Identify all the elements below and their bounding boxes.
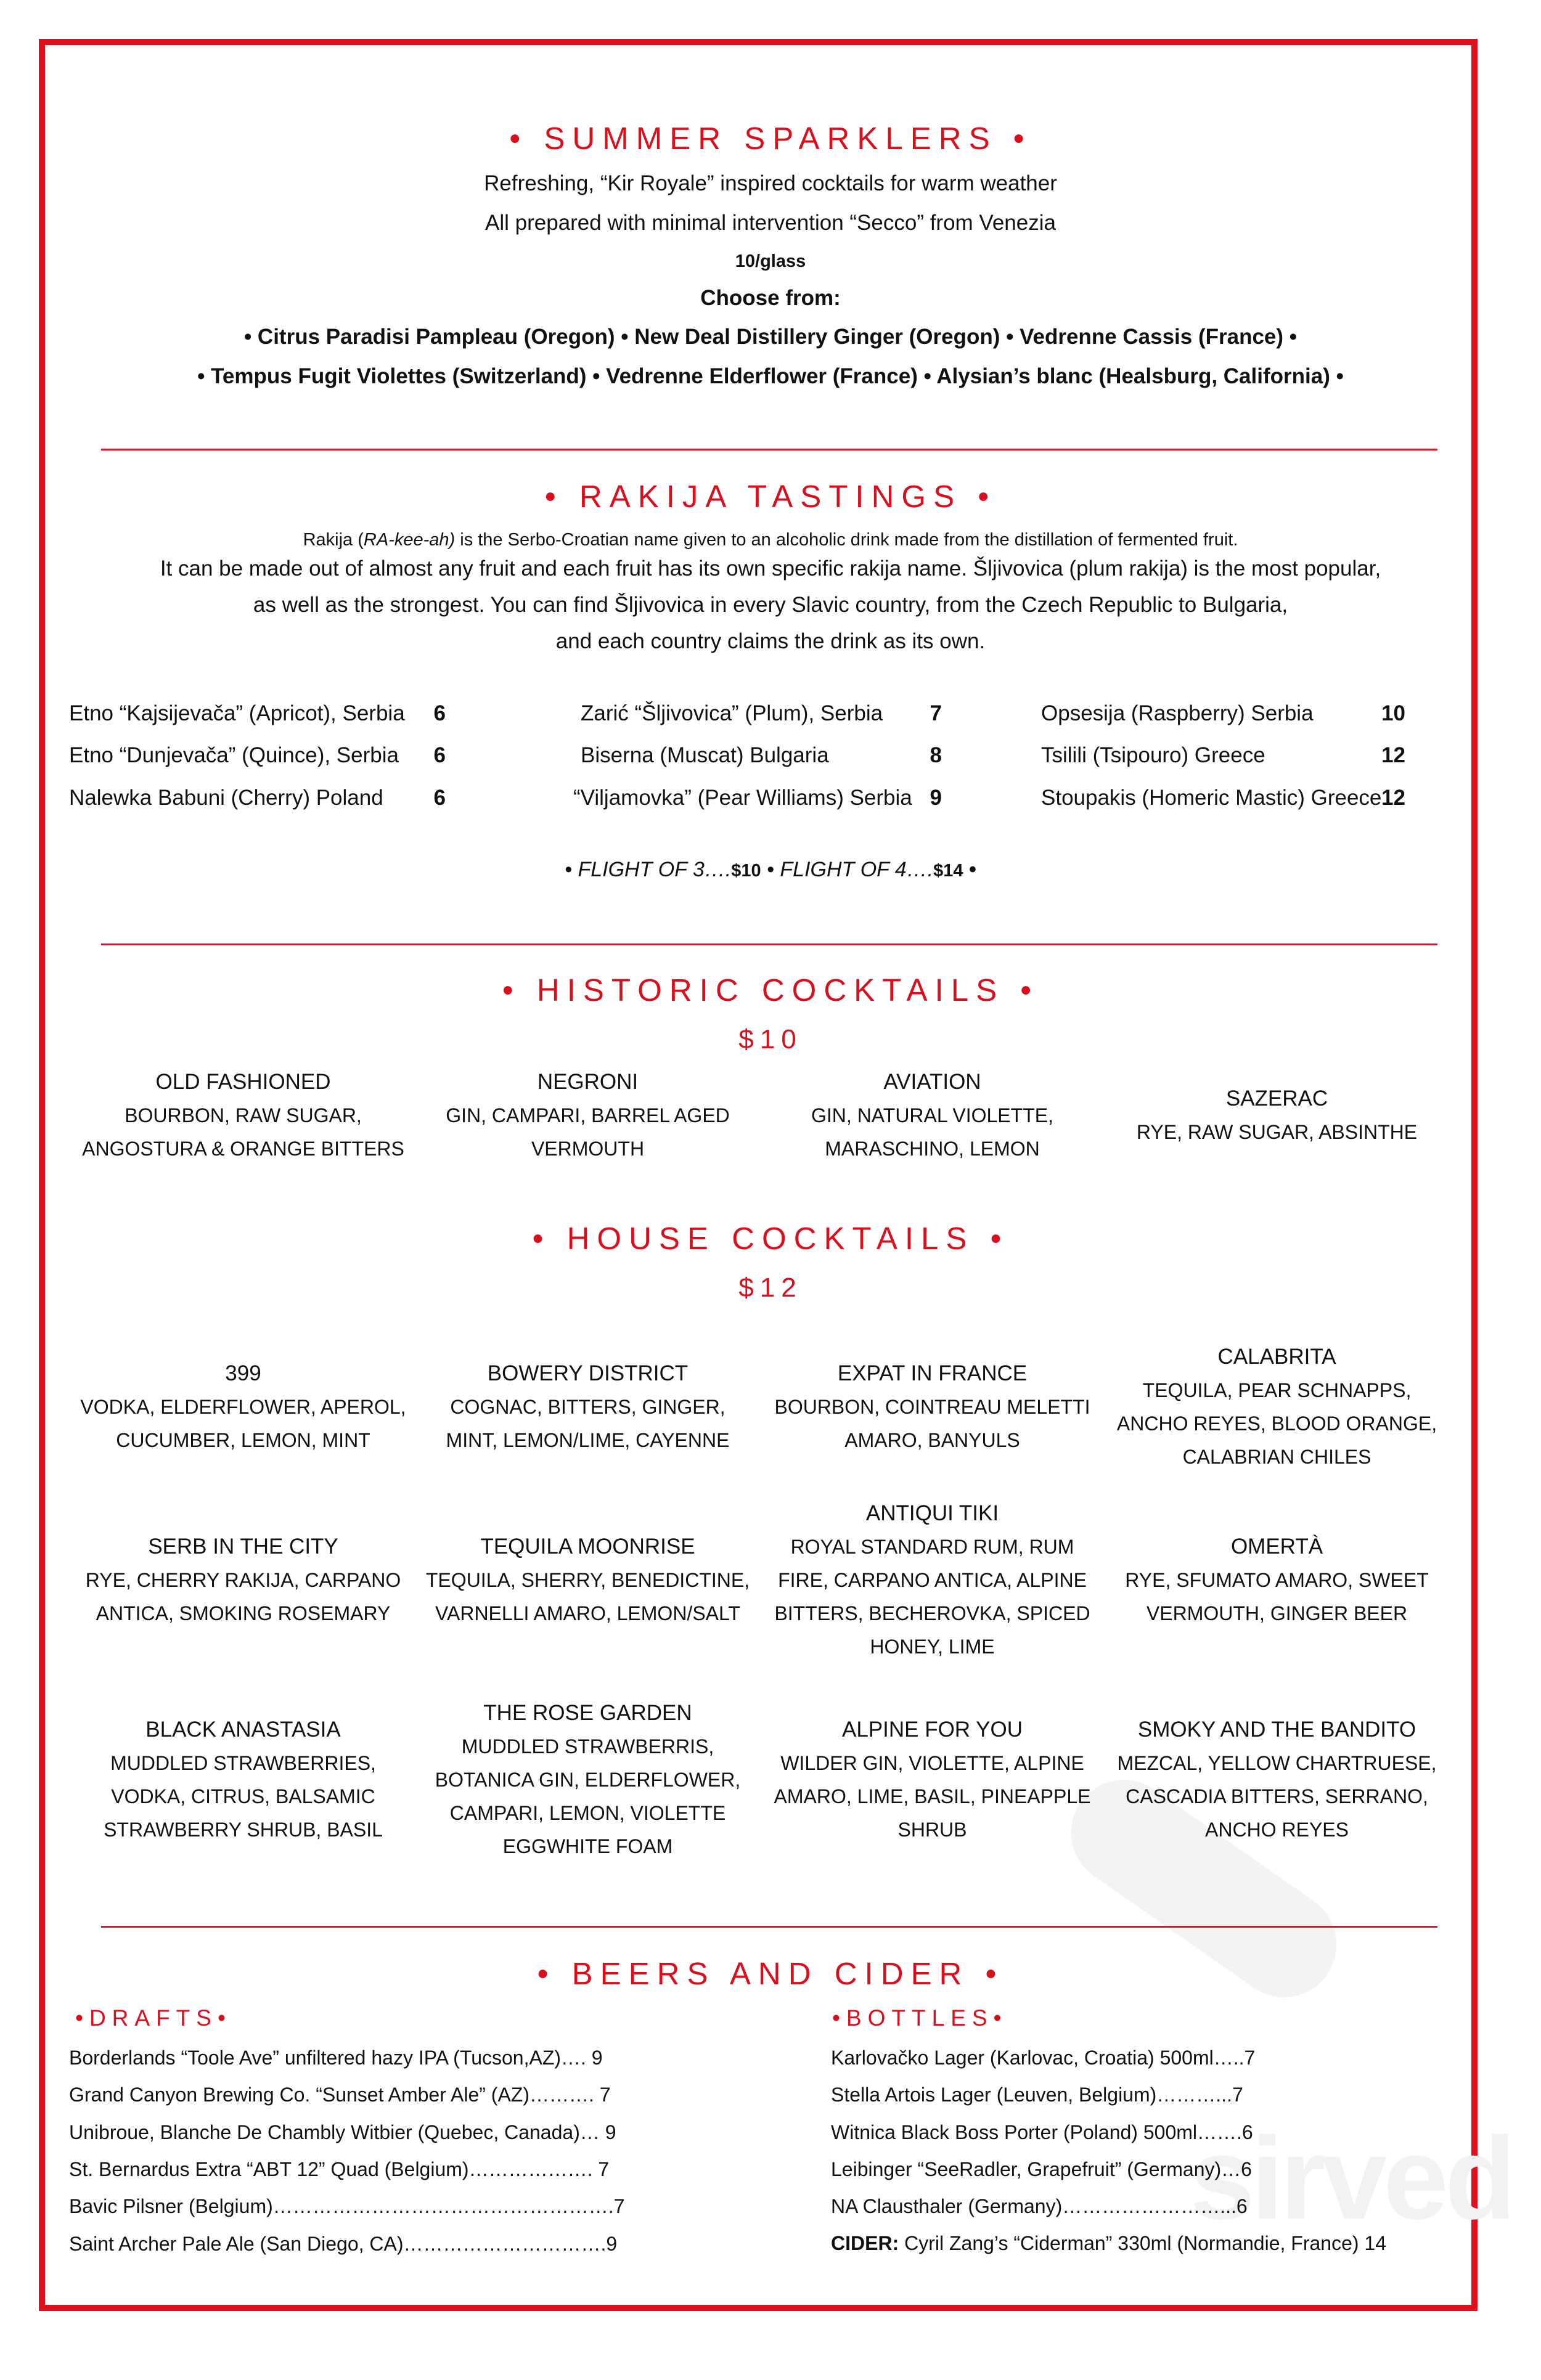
cocktail-name: BLACK ANASTASIA <box>145 1717 341 1742</box>
rakija-item-name: Tsilili (Tsipouro) Greece <box>1041 743 1265 767</box>
historic-cocktail-item <box>760 1062 1105 1168</box>
bottle-beer-item: Witnica Black Boss Porter (Poland) 500ml…….6 <box>831 2121 1253 2143</box>
cocktail-ingredients: MEZCAL, YELLOW CHARTRUESE, CASCADIA BITTERS, SERRANO, ANCHO REYES <box>1117 1751 1437 1841</box>
rakija-pronunciation: RA-kee-ah) <box>363 530 456 550</box>
historic-cocktail-item <box>415 1062 760 1168</box>
cocktail-ingredients: RYE, CHERRY RAKIJA, CARPANO ANTICA, SMOKING ROSEMARY <box>85 1569 401 1624</box>
rakija-item-price: 12 <box>1381 786 1405 810</box>
house-cocktail-item <box>760 1339 1105 1475</box>
rakija-item-price: 7 <box>930 701 942 725</box>
house-cocktail-item <box>1105 1475 1449 1685</box>
rakija-heading: • RAKIJA TASTINGS • <box>544 479 997 514</box>
cocktail-ingredients: MUDDLED STRAWBERRIS, BOTANICA GIN, ELDERFLOWER, CAMPARI, LEMON, VIOLETTE EGGWHITE FOAM <box>435 1735 741 1857</box>
watermark: sirved <box>1190 2113 1513 2244</box>
bottle-beer-item: NA Clausthaler (Germany)……………………...6 <box>831 2195 1248 2218</box>
rakija-item-price: 6 <box>433 786 446 810</box>
cocktail-name: AVIATION <box>883 1069 981 1094</box>
draft-beer-item: Saint Archer Pale Ale (San Diego, CA)………………………….9 <box>69 2232 618 2255</box>
cocktail-name: CALABRITA <box>1217 1345 1336 1369</box>
rakija-item-name: Stoupakis (Homeric Mastic) Greece <box>1041 786 1382 810</box>
cocktail-name: SERB IN THE CITY <box>148 1534 338 1559</box>
flight-of-3-label: • FLIGHT OF 3…. <box>565 858 732 881</box>
rakija-description-2: as well as the strongest. You can find Šljivovica in every Slavic country, from the Czech Republic to Bulgaria, <box>253 593 1288 617</box>
rakija-item-price: 12 <box>1381 743 1405 767</box>
rakija-item-name: Opsesija (Raspberry) Serbia <box>1041 701 1314 725</box>
rakija-item-price: 10 <box>1381 701 1405 725</box>
cocktail-ingredients: BOURBON, RAW SUGAR, ANGOSTURA & ORANGE BITTERS <box>82 1104 404 1160</box>
cocktail-name: SMOKY AND THE BANDITO <box>1137 1717 1416 1742</box>
house-cocktail-item <box>760 1475 1105 1685</box>
cocktail-ingredients: GIN, NATURAL VIOLETTE, MARASCHINO, LEMON <box>811 1104 1053 1160</box>
rakija-intro <box>37 525 1504 555</box>
historic-cocktail-item <box>71 1062 415 1168</box>
house-cocktails-heading: • HOUSE COCKTAILS • <box>532 1221 1009 1256</box>
cocktail-name: TEQUILA MOONRISE <box>480 1534 695 1559</box>
bottle-beer-item: Karlovačko Lager (Karlovac, Croatia) 500ml…..7 <box>831 2047 1256 2069</box>
house-cocktail-item <box>415 1475 760 1685</box>
house-cocktail-item <box>1105 1685 1449 1873</box>
rakija-item-name: “Viljamovka” (Pear Williams) Serbia <box>573 786 912 810</box>
cocktail-name: THE ROSE GARDEN <box>483 1700 692 1725</box>
summer-sparklers-heading: • SUMMER SPARKLERS • <box>509 121 1032 156</box>
historic-cocktail-item <box>1105 1062 1449 1168</box>
draft-beer-item: Grand Canyon Brewing Co. “Sunset Amber Ale” (AZ)………. 7 <box>69 2084 611 2106</box>
cocktail-ingredients: TEQUILA, SHERRY, BENEDICTINE, VARNELLI AMARO, LEMON/SALT <box>425 1569 750 1624</box>
rakija-description-3: and each country claims the drink as its own. <box>555 629 986 653</box>
cocktail-name: EXPAT IN FRANCE <box>837 1361 1028 1385</box>
rakija-item-name: Zarić “Šljivovica” (Plum), Serbia <box>581 701 883 725</box>
sparklers-options-2: • Tempus Fugit Violettes (Switzerland) • Vedrenne Elderflower (France) • Alysian’s blanc (Healsburg, California) • <box>197 364 1344 388</box>
divider <box>101 943 1437 945</box>
cider-text: Cyril Zang’s “Ciderman” 330ml (Normandie, France) 14 <box>899 2232 1386 2254</box>
house-cocktail-item <box>71 1339 415 1475</box>
rakija-description-1: It can be made out of almost any fruit and each fruit has its own specific rakija name. Šljivovica (plum rakija) is the most popular, <box>160 556 1381 581</box>
bottles-heading: •BOTTLES• <box>832 2005 1008 2031</box>
sparklers-description-2: All prepared with minimal intervention “Secco” from Venezia <box>485 211 1056 235</box>
cocktail-ingredients: BOURBON, COINTREAU MELETTI AMARO, BANYULS <box>774 1396 1090 1451</box>
drafts-heading: •DRAFTS• <box>75 2005 232 2031</box>
historic-cocktails-price: $10 <box>738 1024 803 1054</box>
sparklers-options-1: • Citrus Paradisi Pampleau (Oregon) • New Deal Distillery Ginger (Oregon) • Vedrenne Cassis (France) • <box>243 325 1298 349</box>
house-cocktail-item <box>760 1685 1105 1873</box>
rakija-flight-pricing <box>37 855 1504 886</box>
house-cocktails-price: $12 <box>738 1273 803 1303</box>
cocktail-ingredients: MUDDLED STRAWBERRIES, VODKA, CITRUS, BALSAMIC STRAWBERRY SHRUB, BASIL <box>104 1751 383 1841</box>
cocktail-ingredients: WILDER GIN, VIOLETTE, ALPINE AMARO, LIME, BASIL, PINEAPPLE SHRUB <box>774 1751 1091 1841</box>
cocktail-name: OLD FASHIONED <box>155 1069 331 1094</box>
cocktail-name: NEGRONI <box>537 1069 639 1094</box>
rakija-item-price: 9 <box>930 786 942 810</box>
divider <box>101 1926 1437 1928</box>
cocktail-name: ANTIQUI TIKI <box>865 1501 999 1525</box>
cocktail-ingredients: TEQUILA, PEAR SCHNAPPS, ANCHO REYES, BLOOD ORANGE, CALABRIAN CHILES <box>1116 1379 1437 1468</box>
cocktail-name: 399 <box>225 1361 261 1385</box>
cocktail-name: ALPINE FOR YOU <box>841 1717 1023 1742</box>
sparklers-choose-label: Choose from: <box>700 286 841 310</box>
cocktail-name: OMERTÀ <box>1230 1534 1323 1559</box>
rakija-item-price: 8 <box>930 743 942 767</box>
draft-beer-item: Unibroue, Blanche De Chambly Witbier (Quebec, Canada)… 9 <box>69 2121 616 2143</box>
cocktail-name: BOWERY DISTRICT <box>487 1361 689 1385</box>
house-cocktail-item <box>1105 1339 1449 1475</box>
cocktail-ingredients: GIN, CAMPARI, BARREL AGED VERMOUTH <box>446 1104 730 1160</box>
rakija-item-price: 6 <box>433 701 446 725</box>
rakija-item-name: Etno “Kajsijevača” (Apricot), Serbia <box>69 701 405 725</box>
cider-label: CIDER: <box>831 2232 899 2254</box>
rakija-item-price: 6 <box>433 743 446 767</box>
rakija-intro-start: Rakija ( <box>303 530 364 550</box>
cocktail-ingredients: ROYAL STANDARD RUM, RUM FIRE, CARPANO ANTICA, ALPINE BITTERS, BECHEROVKA, SPICED HONEY, LIME <box>774 1536 1090 1658</box>
flight-of-4-label: • FLIGHT OF 4…. <box>761 858 934 881</box>
draft-beer-item: St. Bernardus Extra “ABT 12” Quad (Belgium)………………. 7 <box>69 2158 610 2180</box>
sparklers-description-1: Refreshing, “Kir Royale” inspired cocktails for warm weather <box>484 171 1057 195</box>
cider-item <box>831 2228 1386 2259</box>
house-cocktail-item <box>71 1685 415 1873</box>
rakija-item-name: Etno “Dunjevača” (Quince), Serbia <box>69 743 399 767</box>
rakija-intro-end: is the Serbo-Croatian name given to an alcoholic drink made from the distillation of fermented fruit. <box>455 530 1238 550</box>
bottle-beer-item: Leibinger “SeeRadler, Grapefruit” (Germany)…6 <box>831 2158 1252 2180</box>
flight-of-3-price: $10 <box>731 861 761 881</box>
house-cocktail-item <box>415 1339 760 1475</box>
historic-cocktails-heading: • HISTORIC COCKTAILS • <box>502 972 1039 1008</box>
draft-beer-item: Borderlands “Toole Ave” unfiltered hazy IPA (Tucson,AZ)…. 9 <box>69 2047 603 2069</box>
cocktail-ingredients: COGNAC, BITTERS, GINGER, MINT, LEMON/LIME, CAYENNE <box>446 1396 730 1451</box>
sparklers-price: 10/glass <box>735 251 806 271</box>
cocktail-name: SAZERAC <box>1225 1086 1328 1111</box>
house-cocktail-item <box>415 1685 760 1873</box>
house-cocktails-grid <box>71 1339 1449 1873</box>
bottle-beer-item: Stella Artois Lager (Leuven, Belgium)………...7 <box>831 2084 1243 2106</box>
cocktail-ingredients: RYE, RAW SUGAR, ABSINTHE <box>1136 1120 1418 1143</box>
draft-beer-item: Bavic Pilsner (Belgium)…………………………………………….7 <box>69 2195 625 2218</box>
beers-cider-heading: • BEERS AND CIDER • <box>537 1956 1004 1991</box>
rakija-item-name: Nalewka Babuni (Cherry) Poland <box>69 786 383 810</box>
flight-end-bullet: • <box>963 858 976 881</box>
flight-of-4-price: $14 <box>933 861 963 881</box>
rakija-item-name: Biserna (Muscat) Bulgaria <box>581 743 829 767</box>
cocktail-ingredients: RYE, SFUMATO AMARO, SWEET VERMOUTH, GINGER BEER <box>1125 1569 1429 1624</box>
historic-cocktails-grid <box>71 1062 1449 1168</box>
house-cocktail-item <box>71 1475 415 1685</box>
divider <box>101 449 1437 450</box>
cocktail-ingredients: VODKA, ELDERFLOWER, APEROL, CUCUMBER, LEMON, MINT <box>80 1396 406 1451</box>
